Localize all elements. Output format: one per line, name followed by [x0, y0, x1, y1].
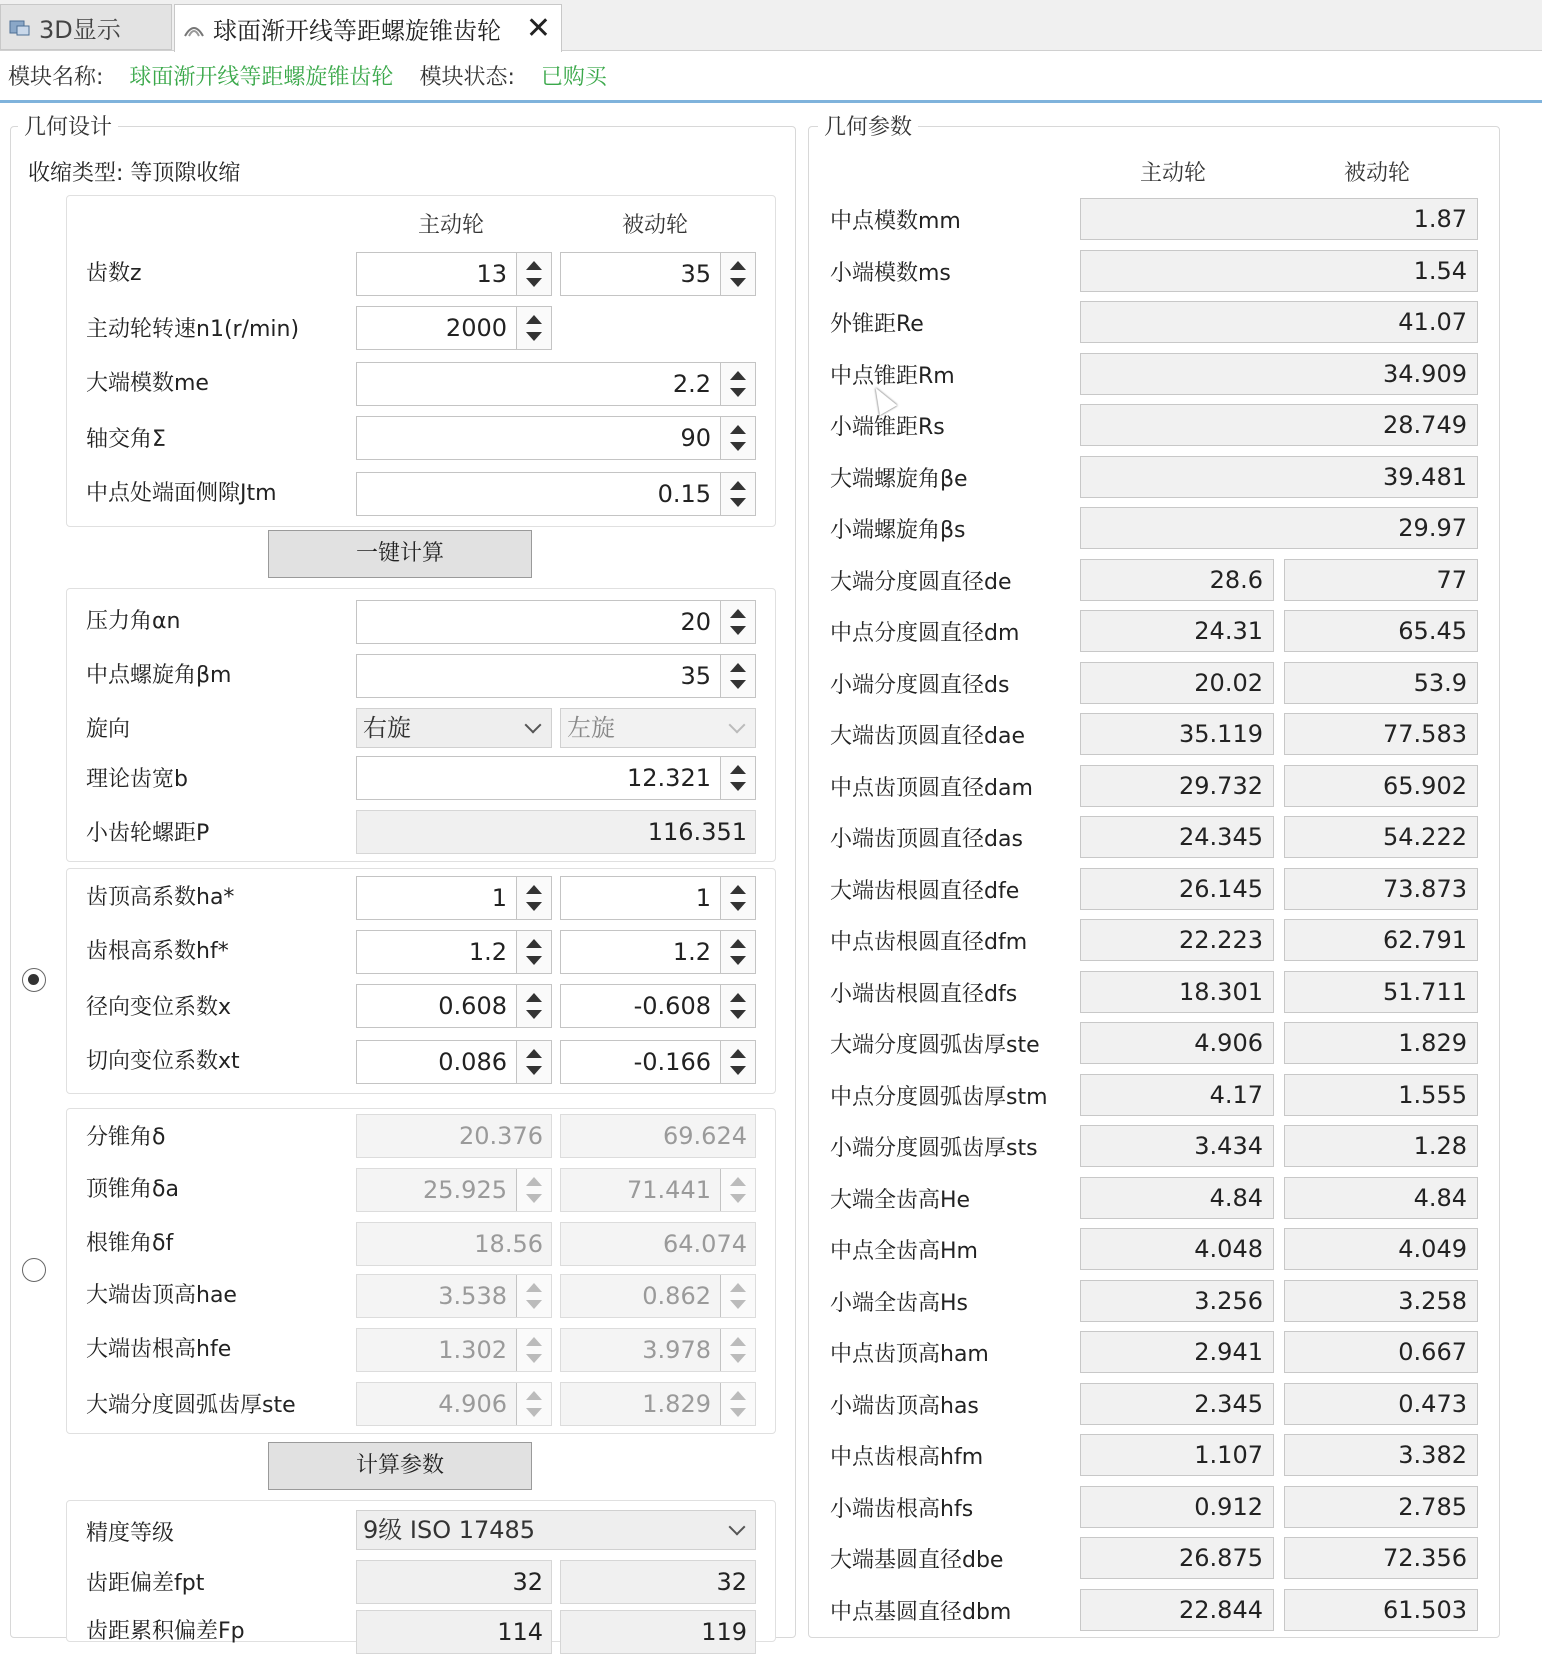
param-label: 小端螺旋角βs	[830, 518, 966, 543]
value-text: 25.925	[423, 1176, 507, 1204]
value-text: 0.086	[438, 1048, 507, 1076]
value-text: 1	[491, 884, 507, 912]
tab-label: 3D显示	[39, 15, 121, 44]
module-status-value: 已购买	[540, 64, 607, 90]
value-text: 35	[680, 662, 711, 690]
selected-value: 左旋	[567, 714, 615, 742]
dedendum-coef-label: 齿根高系数hf*	[86, 939, 229, 964]
geometry-params-title: 几何参数	[818, 110, 918, 141]
spin-arrows-icon	[516, 1169, 551, 1211]
pitch-deviation-label: 齿距偏差fpt	[86, 1571, 205, 1596]
param-driven-value-field: 4.049	[1284, 1228, 1478, 1270]
value-text: 1.829	[642, 1390, 711, 1418]
face-cone-angle-label: 顶锥角δa	[86, 1177, 179, 1202]
param-driven-value-field: 0.667	[1284, 1331, 1478, 1373]
spin-arrows-icon[interactable]	[516, 253, 551, 295]
param-label: 中点锥距Rm	[830, 364, 955, 389]
param-value-field: 29.97	[1080, 507, 1478, 549]
spin-arrows-icon	[720, 1383, 755, 1425]
param-driver-value-field: 26.145	[1080, 868, 1274, 910]
param-value-field: 1.54	[1080, 250, 1478, 292]
param-driver-value-field: 28.6	[1080, 559, 1274, 601]
param-label: 中点齿根圆直径dfm	[830, 930, 1028, 955]
selected-value: 9级 ISO 17485	[363, 1516, 536, 1544]
calc-params-button[interactable]: 计算参数	[268, 1442, 532, 1490]
param-driven-value-field: 72.356	[1284, 1537, 1478, 1579]
param-driver-value-field: 18.301	[1080, 971, 1274, 1013]
pinion-pitch-field: 116.351	[356, 810, 756, 854]
value-text: -0.166	[633, 1048, 711, 1076]
value-text: 2000	[445, 314, 507, 342]
param-label: 中点齿顶高ham	[830, 1342, 989, 1367]
param-driver-value-field: 3.256	[1080, 1280, 1274, 1322]
mid-spiral-angle-stepper[interactable]	[356, 654, 756, 698]
selected-value: 右旋	[363, 714, 411, 742]
face-cone-angle-driven-stepper	[560, 1168, 756, 1212]
param-driven-value-field: 1.555	[1284, 1074, 1478, 1116]
param-value-field: 34.909	[1080, 353, 1478, 395]
pitch-cone-angle-driver-field: 20.376	[356, 1114, 552, 1158]
dedendum-coef-driven-stepper[interactable]	[560, 930, 756, 974]
spin-arrows-icon[interactable]	[720, 931, 755, 973]
root-cone-angle-driver-field: 18.56	[356, 1222, 552, 1266]
module-me-stepper[interactable]	[356, 362, 756, 406]
param-driver-value-field: 22.223	[1080, 919, 1274, 961]
pitch-deviation-driver-field: 32	[356, 1560, 552, 1604]
hand-driver-select[interactable]	[356, 708, 552, 748]
param-value-field: 1.87	[1080, 198, 1478, 240]
pinion-pitch-label: 小齿轮螺距P	[86, 821, 210, 846]
shrink-type-label: 收缩类型: 等顶隙收缩	[28, 161, 241, 186]
param-driven-value-field: 77.583	[1284, 713, 1478, 755]
coefficient-mode-radio[interactable]	[22, 968, 46, 992]
param-label: 大端分度圆直径de	[830, 570, 1012, 595]
value-text: 35	[680, 260, 711, 288]
outer-addendum-driver-stepper	[356, 1274, 552, 1318]
driver-speed-label: 主动轮转速n1(r/min)	[86, 317, 300, 342]
value-text: 13	[476, 260, 507, 288]
param-label: 小端模数ms	[830, 261, 951, 286]
value-text: 71.441	[627, 1176, 711, 1204]
spin-arrows-icon[interactable]	[516, 307, 551, 349]
param-driver-value-field: 22.844	[1080, 1589, 1274, 1631]
param-driven-value-field: 54.222	[1284, 816, 1478, 858]
column-header-driver: 主动轮	[418, 213, 485, 238]
outer-dedendum-driven-stepper	[560, 1328, 756, 1372]
spin-arrows-icon	[720, 1169, 755, 1211]
spin-arrows-icon[interactable]	[720, 757, 755, 799]
value-text: 4.906	[438, 1390, 507, 1418]
spin-arrows-icon[interactable]	[720, 363, 755, 405]
param-label: 大端齿顶圆直径dae	[830, 724, 1025, 749]
spin-arrows-icon	[720, 1275, 755, 1317]
value-text: 3.538	[438, 1282, 507, 1310]
spin-arrows-icon[interactable]	[720, 655, 755, 697]
hand-driven-select	[560, 708, 756, 748]
param-driver-value-field: 1.107	[1080, 1434, 1274, 1476]
value-text: 1.302	[438, 1336, 507, 1364]
tab-bar	[0, 0, 1542, 51]
spin-arrows-icon	[720, 1329, 755, 1371]
param-label: 小端齿顶高has	[830, 1394, 979, 1419]
param-driver-value-field: 24.345	[1080, 816, 1274, 858]
outer-dedendum-label: 大端齿根高hfe	[86, 1337, 232, 1362]
param-value-field: 39.481	[1080, 456, 1478, 498]
tab-3d-view[interactable]	[0, 4, 172, 50]
spin-arrows-icon[interactable]	[720, 1041, 755, 1083]
one-click-calc-button[interactable]: 一键计算	[268, 530, 532, 578]
param-label: 小端分度圆直径ds	[830, 673, 1010, 698]
spin-arrows-icon	[516, 1275, 551, 1317]
outer-addendum-label: 大端齿顶高hae	[86, 1283, 237, 1308]
module-name-value: 球面渐开线等距螺旋锥齿轮	[129, 64, 394, 90]
gear-icon	[183, 20, 205, 38]
param-driven-value-field: 0.473	[1284, 1383, 1478, 1425]
param-driven-value-field: 53.9	[1284, 662, 1478, 704]
outer-addendum-driven-stepper	[560, 1274, 756, 1318]
param-driver-value-field: 4.906	[1080, 1022, 1274, 1064]
outer-tooth-thickness-driven-stepper	[560, 1382, 756, 1426]
param-driver-value-field: 26.875	[1080, 1537, 1274, 1579]
spin-arrows-icon[interactable]	[516, 877, 551, 919]
chevron-down-icon	[525, 717, 542, 734]
param-driver-value-field: 4.048	[1080, 1228, 1274, 1270]
root-cone-angle-driven-field: 64.074	[560, 1222, 756, 1266]
param-driver-value-field: 4.84	[1080, 1177, 1274, 1219]
teeth-count-driven-stepper[interactable]	[560, 252, 756, 296]
param-label: 小端全齿高Hs	[830, 1291, 969, 1316]
param-driver-value-field: 0.912	[1080, 1486, 1274, 1528]
param-label: 中点齿顶圆直径dam	[830, 776, 1033, 801]
precision-grade-select[interactable]	[356, 1510, 756, 1550]
outer-tooth-thickness-driver-stepper	[356, 1382, 552, 1426]
radial-shift-label: 径向变位系数x	[86, 995, 232, 1020]
column-header-driver: 主动轮	[1140, 161, 1207, 186]
3d-view-icon	[9, 18, 31, 36]
backlash-jtm-label: 中点处端面侧隙Jtm	[86, 481, 277, 506]
param-driver-value-field: 4.17	[1080, 1074, 1274, 1116]
param-driven-value-field: 2.785	[1284, 1486, 1478, 1528]
param-label: 小端齿顶圆直径das	[830, 827, 1023, 852]
value-text: 1	[695, 884, 711, 912]
value-text: 90	[680, 424, 711, 452]
value-text: -0.608	[633, 992, 711, 1020]
dedendum-coef-driver-stepper[interactable]	[356, 930, 552, 974]
spin-arrows-icon[interactable]	[516, 985, 551, 1027]
chevron-down-icon	[729, 717, 746, 734]
param-label: 大端螺旋角βe	[830, 467, 968, 492]
geometry-design-title: 几何设计	[18, 110, 118, 141]
spin-arrows-icon[interactable]	[720, 877, 755, 919]
param-label: 中点全齿高Hm	[830, 1239, 978, 1264]
shaft-angle-label: 轴交角Σ	[86, 427, 166, 452]
param-driver-value-field: 20.02	[1080, 662, 1274, 704]
face-cone-angle-driver-stepper	[356, 1168, 552, 1212]
module-header	[0, 50, 1542, 103]
hand-label: 旋向	[86, 717, 131, 742]
param-driven-value-field: 3.382	[1284, 1434, 1478, 1476]
pitch-deviation-driven-field: 32	[560, 1560, 756, 1604]
tangential-shift-driven-stepper[interactable]	[560, 1040, 756, 1084]
value-text: 0.862	[642, 1282, 711, 1310]
param-label: 大端基圆直径dbe	[830, 1548, 1004, 1573]
param-label: 小端分度圆弧齿厚sts	[830, 1136, 1038, 1161]
param-driven-value-field: 77	[1284, 559, 1478, 601]
param-driver-value-field: 29.732	[1080, 765, 1274, 807]
spin-arrows-icon[interactable]	[720, 985, 755, 1027]
value-text: 1.2	[672, 938, 711, 966]
param-driver-value-field: 3.434	[1080, 1125, 1274, 1167]
spin-arrows-icon[interactable]	[720, 417, 755, 459]
backlash-jtm-stepper[interactable]	[356, 472, 756, 516]
outer-tooth-thickness-label: 大端分度圆弧齿厚ste	[86, 1393, 296, 1418]
close-icon[interactable]: ✕	[525, 11, 551, 46]
param-driven-value-field: 1.829	[1284, 1022, 1478, 1064]
outer-dedendum-driver-stepper	[356, 1328, 552, 1372]
spin-arrows-icon[interactable]	[516, 1041, 551, 1083]
module-name-label: 模块名称:	[8, 64, 104, 90]
driver-speed-stepper[interactable]	[356, 306, 552, 350]
value-text: 2.2	[672, 370, 711, 398]
column-header-driven: 被动轮	[622, 213, 689, 238]
tangential-shift-label: 切向变位系数xt	[86, 1049, 240, 1074]
face-width-stepper[interactable]	[356, 756, 756, 800]
radial-shift-driver-stepper[interactable]	[356, 984, 552, 1028]
tangential-shift-driver-stepper[interactable]	[356, 1040, 552, 1084]
teeth-count-driver-stepper[interactable]	[356, 252, 552, 296]
param-value-field: 28.749	[1080, 404, 1478, 446]
param-label: 中点基圆直径dbm	[830, 1600, 1012, 1625]
radial-shift-driven-stepper[interactable]	[560, 984, 756, 1028]
param-label: 大端齿根圆直径dfe	[830, 879, 1020, 904]
addendum-coef-driven-stepper[interactable]	[560, 876, 756, 920]
pressure-angle-label: 压力角αn	[86, 609, 181, 634]
cumulative-pitch-deviation-label: 齿距累积偏差Fp	[86, 1619, 245, 1644]
param-driven-value-field: 65.902	[1284, 765, 1478, 807]
param-driver-value-field: 35.119	[1080, 713, 1274, 755]
module-me-label: 大端模数me	[86, 371, 209, 396]
root-cone-angle-label: 根锥角δf	[86, 1231, 174, 1256]
param-label: 大端全齿高He	[830, 1188, 971, 1213]
addendum-coef-driver-stepper[interactable]	[356, 876, 552, 920]
param-value-field: 41.07	[1080, 301, 1478, 343]
pressure-angle-stepper[interactable]	[356, 600, 756, 644]
module-status-label: 模块状态:	[419, 64, 515, 90]
value-text: 12.321	[627, 764, 711, 792]
spin-arrows-icon[interactable]	[516, 931, 551, 973]
addendum-coef-label: 齿顶高系数ha*	[86, 885, 235, 910]
angle-mode-radio[interactable]	[22, 1258, 46, 1282]
value-text: 20	[680, 608, 711, 636]
value-text: 0.608	[438, 992, 507, 1020]
param-driven-value-field: 51.711	[1284, 971, 1478, 1013]
spin-arrows-icon[interactable]	[720, 473, 755, 515]
spin-arrows-icon[interactable]	[720, 601, 755, 643]
param-driven-value-field: 73.873	[1284, 868, 1478, 910]
teeth-count-label: 齿数z	[86, 261, 142, 286]
param-driven-value-field: 61.503	[1284, 1589, 1478, 1631]
param-label: 中点分度圆弧齿厚stm	[830, 1085, 1048, 1110]
param-label: 中点模数mm	[830, 209, 961, 234]
cumulative-pitch-deviation-driven-field: 119	[560, 1610, 756, 1654]
tab-spiral-bevel-gear[interactable]	[174, 4, 562, 52]
param-driven-value-field: 1.28	[1284, 1125, 1478, 1167]
value-text: 1.2	[468, 938, 507, 966]
param-label: 外锥距Re	[830, 312, 924, 337]
tab-label: 球面渐开线等距螺旋锥齿轮	[213, 17, 501, 45]
mid-spiral-angle-label: 中点螺旋角βm	[86, 663, 232, 688]
pitch-cone-angle-driven-field: 69.624	[560, 1114, 756, 1158]
param-driver-value-field: 2.345	[1080, 1383, 1274, 1425]
cumulative-pitch-deviation-driver-field: 114	[356, 1610, 552, 1654]
chevron-down-icon	[729, 1519, 746, 1536]
param-driven-value-field: 65.45	[1284, 610, 1478, 652]
face-width-label: 理论齿宽b	[86, 767, 188, 792]
value-text: 0.15	[657, 480, 711, 508]
spin-arrows-icon[interactable]	[720, 253, 755, 295]
param-label: 大端分度圆弧齿厚ste	[830, 1033, 1040, 1058]
spin-arrows-icon	[516, 1383, 551, 1425]
param-label: 小端齿根高hfs	[830, 1497, 974, 1522]
param-driven-value-field: 62.791	[1284, 919, 1478, 961]
param-driver-value-field: 2.941	[1080, 1331, 1274, 1373]
precision-grade-label: 精度等级	[86, 1521, 175, 1546]
spin-arrows-icon	[516, 1329, 551, 1371]
param-driver-value-field: 24.31	[1080, 610, 1274, 652]
shaft-angle-stepper[interactable]	[356, 416, 756, 460]
pitch-cone-angle-label: 分锥角δ	[86, 1125, 166, 1150]
column-header-driven: 被动轮	[1344, 161, 1411, 186]
param-label: 小端锥距Rs	[830, 415, 945, 440]
param-driven-value-field: 3.258	[1284, 1280, 1478, 1322]
value-text: 3.978	[642, 1336, 711, 1364]
param-label: 中点齿根高hfm	[830, 1445, 984, 1470]
param-label: 中点分度圆直径dm	[830, 621, 1020, 646]
param-driven-value-field: 4.84	[1284, 1177, 1478, 1219]
param-label: 小端齿根圆直径dfs	[830, 982, 1018, 1007]
